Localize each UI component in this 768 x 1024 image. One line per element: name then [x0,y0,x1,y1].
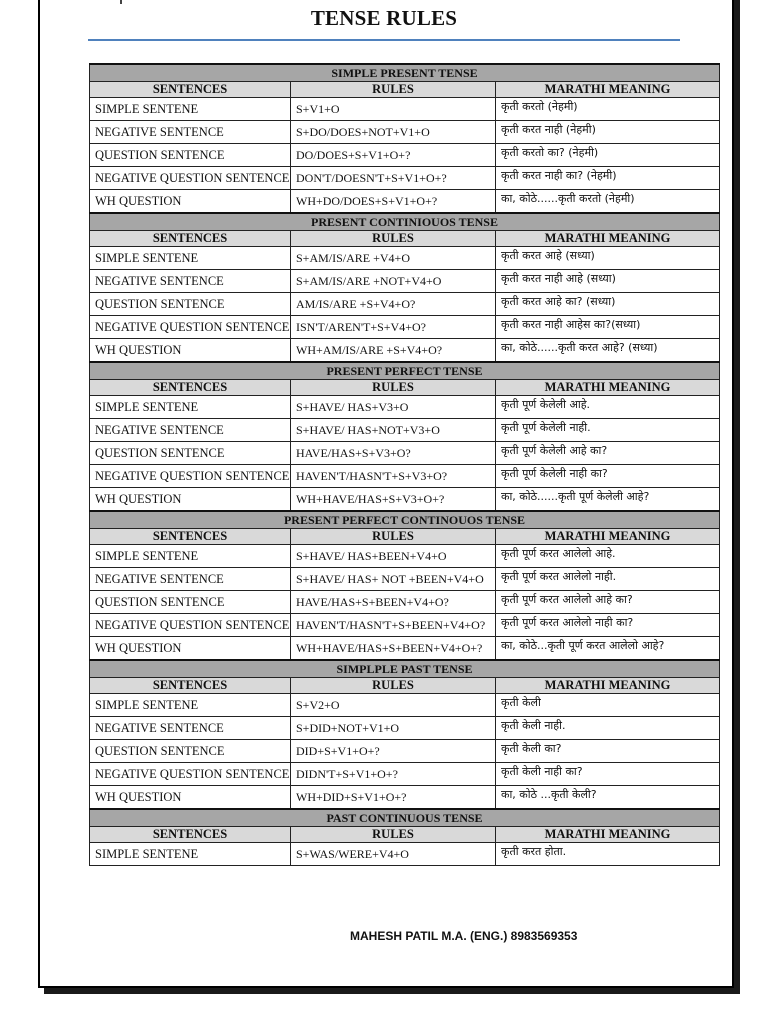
marathi-meaning-cell: कृती करतो का? (नेहमी) [496,144,720,167]
sentence-type-cell: NEGATIVE QUESTION SENTENCE [90,763,291,786]
marathi-meaning-cell: कृती करत नाही (नेहमी) [496,121,720,144]
column-header-row [90,827,720,843]
marathi-meaning-cell: कृती पूर्ण करत आलेलो नाही. [496,568,720,591]
author-footer: MAHESH PATIL M.A. (ENG.) 8983569353 [350,929,578,943]
table-row [90,843,720,866]
rule-cell: WH+HAVE/HAS+S+V3+O+? [291,488,496,512]
header-sentences: SENTENCES [90,827,291,843]
header-marathi-meaning: MARATHI MEANING [496,231,720,247]
table-row [90,694,720,717]
table-row [90,98,720,121]
marathi-meaning-cell: कृती केली नाही. [496,717,720,740]
header-sentences: SENTENCES [90,231,291,247]
rule-cell: S+DID+NOT+V1+O [291,717,496,740]
sentence-type-cell: WH QUESTION [90,637,291,661]
table-row [90,144,720,167]
rule-cell: ISN'T/AREN'T+S+V4+O? [291,316,496,339]
table-row [90,247,720,270]
rule-cell: S+AM/IS/ARE +NOT+V4+O [291,270,496,293]
header-marathi-meaning: MARATHI MEANING [496,82,720,98]
section-title-row [90,362,720,380]
section-title: PRESENT PERFECT TENSE [90,362,720,380]
marathi-meaning-cell: कृती पूर्ण करत आलेलो नाही का? [496,614,720,637]
rule-cell: S+V1+O [291,98,496,121]
sentence-type-cell: NEGATIVE QUESTION SENTENCE [90,167,291,190]
sentence-type-cell: WH QUESTION [90,339,291,363]
sentence-type-cell: NEGATIVE SENTENCE [90,419,291,442]
rule-cell: HAVEN'T/HASN'T+S+V3+O? [291,465,496,488]
table-row [90,167,720,190]
sentence-type-cell: SIMPLE SENTENE [90,247,291,270]
table-row [90,614,720,637]
sentence-type-cell: QUESTION SENTENCE [90,442,291,465]
table-row [90,545,720,568]
rule-cell: WH+HAVE/HAS+S+BEEN+V4+O+? [291,637,496,661]
sentence-type-cell: NEGATIVE SENTENCE [90,121,291,144]
marathi-meaning-cell: कृती करत होता. [496,843,720,866]
header-rules: RULES [291,231,496,247]
marathi-meaning-cell: कृती करत आहे का? (सध्या) [496,293,720,316]
table-row [90,121,720,144]
column-header-row [90,82,720,98]
table-row [90,568,720,591]
rule-cell: S+HAVE/ HAS+ NOT +BEEN+V4+O [291,568,496,591]
column-header-row [90,380,720,396]
section-title-row [90,660,720,678]
rule-cell: WH+AM/IS/ARE +S+V4+O? [291,339,496,363]
table-row [90,270,720,293]
sentence-type-cell: NEGATIVE QUESTION SENTENCE [90,465,291,488]
sentence-type-cell: WH QUESTION [90,786,291,810]
rule-cell: DID+S+V1+O+? [291,740,496,763]
table-row [90,717,720,740]
table-row [90,339,720,363]
header-sentences: SENTENCES [90,529,291,545]
table-row [90,419,720,442]
rule-cell: HAVE/HAS+S+BEEN+V4+O? [291,591,496,614]
sentence-type-cell: SIMPLE SENTENE [90,396,291,419]
marathi-meaning-cell: कृती पूर्ण करत आलेलो आहे का? [496,591,720,614]
header-rules: RULES [291,529,496,545]
rule-cell: S+WAS/WERE+V4+O [291,843,496,866]
marathi-meaning-cell: का, कोठे ...कृती केली? [496,786,720,810]
section-title: PRESENT PERFECT CONTINOUOS TENSE [90,511,720,529]
rule-cell: WH+DID+S+V1+O+? [291,786,496,810]
table-row [90,396,720,419]
rule-cell: S+HAVE/ HAS+BEEN+V4+O [291,545,496,568]
marathi-meaning-cell: कृती करत नाही आहेस का?(सध्या) [496,316,720,339]
header-marathi-meaning: MARATHI MEANING [496,678,720,694]
page-title: TENSE RULES [310,6,458,30]
header-sentences: SENTENCES [90,380,291,396]
header-rules: RULES [291,827,496,843]
marathi-meaning-cell: कृती पूर्ण केलेली नाही का? [496,465,720,488]
sentence-type-cell: WH QUESTION [90,190,291,214]
table-row [90,786,720,810]
marathi-meaning-cell: का, कोठे......कृती करतो (नेहमी) [496,190,720,214]
sentence-type-cell: NEGATIVE SENTENCE [90,270,291,293]
page-mark [120,0,122,4]
sentence-type-cell: NEGATIVE QUESTION SENTENCE [90,614,291,637]
sentence-type-cell: WH QUESTION [90,488,291,512]
header-rules: RULES [291,82,496,98]
table-row [90,465,720,488]
sentence-type-cell: SIMPLE SENTENE [90,843,291,866]
table-row [90,591,720,614]
header-marathi-meaning: MARATHI MEANING [496,380,720,396]
rule-cell: S+AM/IS/ARE +V4+O [291,247,496,270]
rule-cell: S+HAVE/ HAS+NOT+V3+O [291,419,496,442]
column-header-row [90,231,720,247]
header-sentences: SENTENCES [90,82,291,98]
sentence-type-cell: QUESTION SENTENCE [90,740,291,763]
table-row [90,488,720,512]
table-row [90,637,720,661]
sentence-type-cell: SIMPLE SENTENE [90,545,291,568]
rule-cell: AM/IS/ARE +S+V4+O? [291,293,496,316]
header-rules: RULES [291,678,496,694]
table-row [90,316,720,339]
table-row [90,740,720,763]
section-title-row [90,213,720,231]
marathi-meaning-cell: कृती पूर्ण करत आलेलो आहे. [496,545,720,568]
marathi-meaning-cell: का, कोठे......कृती करत आहे? (सध्या) [496,339,720,363]
sentence-type-cell: QUESTION SENTENCE [90,591,291,614]
rule-cell: S+DO/DOES+NOT+V1+O [291,121,496,144]
header-marathi-meaning: MARATHI MEANING [496,827,720,843]
table-row [90,190,720,214]
marathi-meaning-cell: कृती करतो (नेहमी) [496,98,720,121]
section-title: PAST CONTINUOUS TENSE [90,809,720,827]
column-header-row [90,529,720,545]
section-title-row [90,64,720,82]
table-row [90,763,720,786]
sentence-type-cell: NEGATIVE SENTENCE [90,568,291,591]
sentence-type-cell: SIMPLE SENTENE [90,694,291,717]
marathi-meaning-cell: कृती पूर्ण केलेली नाही. [496,419,720,442]
table-row [90,293,720,316]
marathi-meaning-cell: का, कोठे......कृती पूर्ण केलेली आहे? [496,488,720,512]
section-title-row [90,809,720,827]
marathi-meaning-cell: कृती पूर्ण केलेली आहे. [496,396,720,419]
marathi-meaning-cell: कृती पूर्ण केलेली आहे का? [496,442,720,465]
rule-cell: DO/DOES+S+V1+O+? [291,144,496,167]
rule-cell: DIDN'T+S+V1+O+? [291,763,496,786]
title-underline [88,39,680,41]
rule-cell: S+V2+O [291,694,496,717]
marathi-meaning-cell: कृती केली का? [496,740,720,763]
sentence-type-cell: QUESTION SENTENCE [90,293,291,316]
section-title: SIMPLPLE PAST TENSE [90,660,720,678]
rule-cell: HAVEN'T/HASN'T+S+BEEN+V4+O? [291,614,496,637]
rule-cell: DON'T/DOESN'T+S+V1+O+? [291,167,496,190]
marathi-meaning-cell: कृती केली [496,694,720,717]
rule-cell: HAVE/HAS+S+V3+O? [291,442,496,465]
section-title: SIMPLE PRESENT TENSE [90,64,720,82]
marathi-meaning-cell: कृती करत नाही का? (नेहमी) [496,167,720,190]
marathi-meaning-cell: कृती केली नाही का? [496,763,720,786]
column-header-row [90,678,720,694]
header-marathi-meaning: MARATHI MEANING [496,529,720,545]
tense-rules-table [89,63,720,866]
sentence-type-cell: QUESTION SENTENCE [90,144,291,167]
header-sentences: SENTENCES [90,678,291,694]
section-title: PRESENT CONTINIOUOS TENSE [90,213,720,231]
sentence-type-cell: NEGATIVE QUESTION SENTENCE [90,316,291,339]
marathi-meaning-cell: का, कोठे...कृती पूर्ण करत आलेलो आहे? [496,637,720,661]
sentence-type-cell: SIMPLE SENTENE [90,98,291,121]
rule-cell: S+HAVE/ HAS+V3+O [291,396,496,419]
rule-cell: WH+DO/DOES+S+V1+O+? [291,190,496,214]
table-row [90,442,720,465]
sentence-type-cell: NEGATIVE SENTENCE [90,717,291,740]
header-rules: RULES [291,380,496,396]
marathi-meaning-cell: कृती करत नाही आहे (सध्या) [496,270,720,293]
section-title-row [90,511,720,529]
marathi-meaning-cell: कृती करत आहे (सध्या) [496,247,720,270]
